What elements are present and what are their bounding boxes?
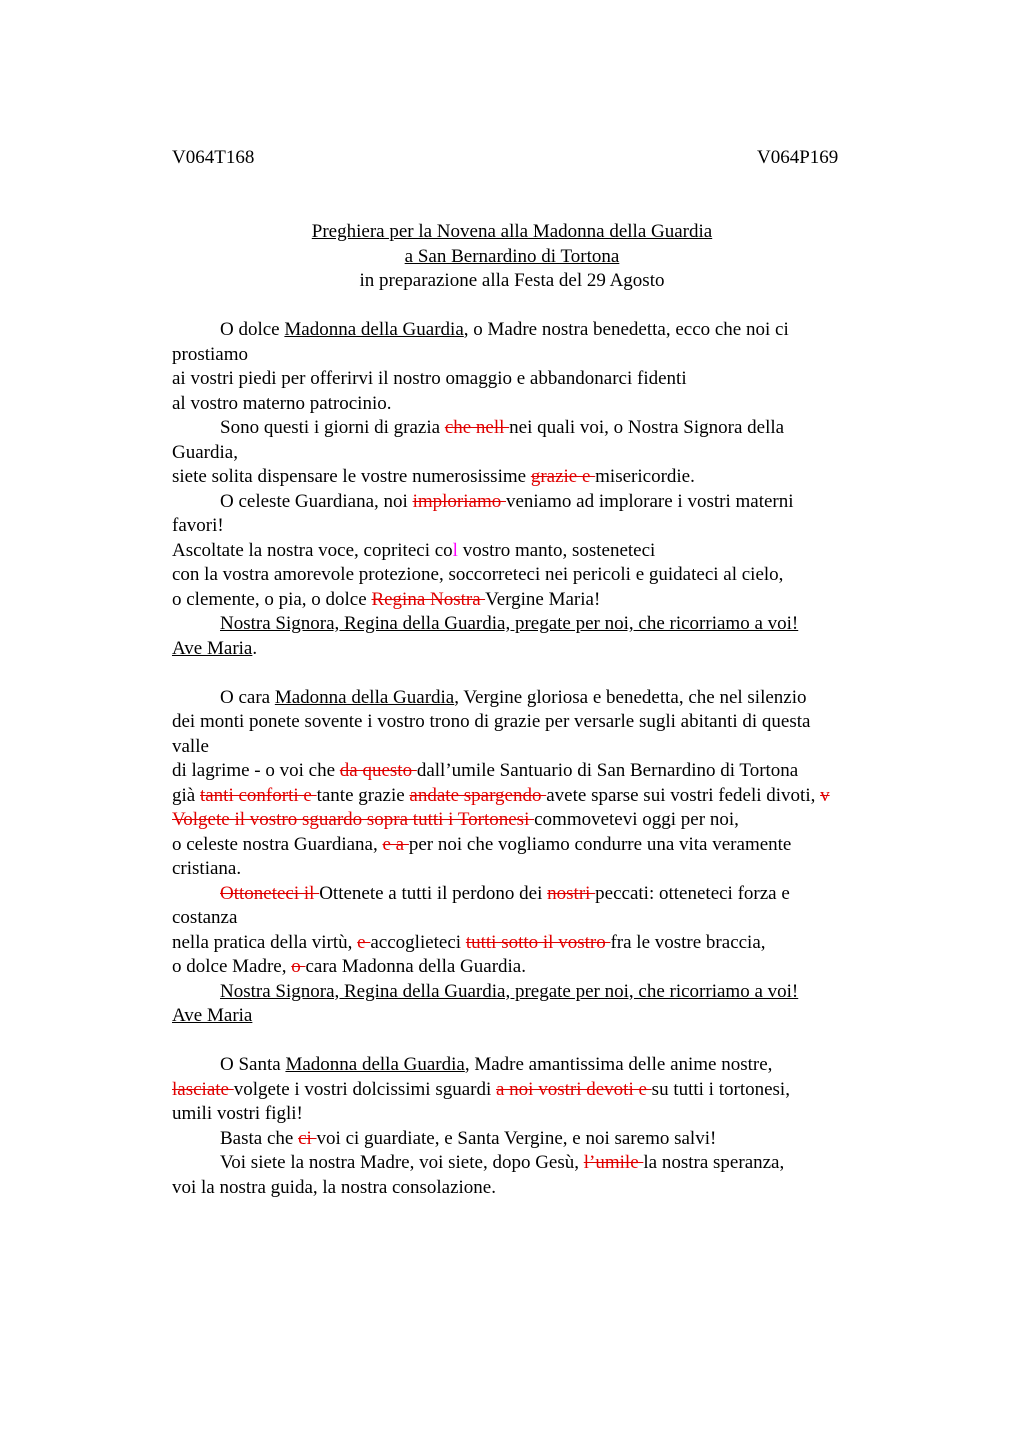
underlined-text: Ave Maria bbox=[172, 637, 253, 659]
text-segment: la nostra speranza, bbox=[643, 1152, 785, 1173]
text-segment: O Santa bbox=[220, 1054, 286, 1075]
text-segment: favori! bbox=[172, 515, 224, 536]
text-line bbox=[172, 955, 862, 980]
text-segment: , o Madre nostra benedetta, ecco che noi ci bbox=[463, 319, 789, 340]
text-line bbox=[172, 637, 862, 662]
text-segment: per noi che vogliamo condurre una vita veramente bbox=[408, 833, 792, 855]
title-line-3: in preparazione alla Festa del 29 Agosto bbox=[359, 270, 665, 291]
deleted-text: a noi vostri devoti e bbox=[496, 1078, 652, 1100]
deleted-text: tanti conforti e bbox=[199, 784, 317, 806]
deleted-text: nostri bbox=[547, 882, 596, 904]
text-segment: nella pratica della virtù, bbox=[172, 931, 358, 953]
text-line bbox=[172, 1151, 862, 1176]
text-segment: dall’umile Santuario di San Bernardino di Tortona bbox=[416, 760, 799, 781]
text-line bbox=[172, 735, 862, 760]
deleted-text: tutti sotto il vostro bbox=[465, 931, 611, 953]
text-line bbox=[172, 588, 862, 613]
document-code-right: V064P169 bbox=[757, 147, 839, 168]
paragraph-gap bbox=[172, 661, 862, 686]
text-line bbox=[172, 833, 862, 858]
title-text-2: a San Bernardino di Tortona bbox=[404, 245, 620, 267]
title-text-1: Preghiera per la Novena alla Madonna della Guardia bbox=[311, 221, 713, 242]
text-segment: siete solita dispensare le vostre numerosissime bbox=[172, 466, 531, 487]
text-line bbox=[172, 882, 862, 907]
text-segment: voi la nostra guida, la nostra consolazione. bbox=[172, 1176, 496, 1198]
text-segment: nei quali voi, o Nostra Signora della bbox=[509, 417, 785, 438]
text-segment: misericordie. bbox=[595, 466, 695, 487]
text-line bbox=[172, 980, 862, 1005]
text-segment: . bbox=[252, 637, 258, 659]
text-segment: tante grazie bbox=[316, 784, 410, 806]
text-segment: prostiamo bbox=[172, 343, 248, 365]
text-segment: volgete i vostri dolcissimi sguardi bbox=[233, 1078, 496, 1100]
deleted-text: lasciate bbox=[172, 1078, 234, 1100]
text-segment: accoglieteci bbox=[370, 931, 466, 953]
text-line bbox=[172, 441, 862, 466]
text-line bbox=[172, 710, 862, 735]
text-segment: Vergine Maria! bbox=[485, 588, 601, 610]
text-segment: di lagrime - o voi che bbox=[172, 760, 340, 781]
text-segment: O cara bbox=[220, 686, 275, 708]
deleted-text: Ottoneteci il bbox=[220, 882, 320, 904]
text-line bbox=[172, 490, 862, 515]
text-segment: al vostro materno patrocinio. bbox=[172, 392, 392, 414]
deleted-text: imploriamo bbox=[412, 490, 506, 512]
text-segment: ai vostri piedi per offerirvi il nostro omaggio e abbandonarci fidenti bbox=[172, 368, 687, 389]
text-segment: vostro manto, sosteneteci bbox=[457, 539, 656, 561]
text-line bbox=[172, 1127, 862, 1152]
text-line bbox=[172, 318, 862, 343]
deleted-text: grazie e bbox=[530, 466, 596, 487]
text-segment: cristiana. bbox=[172, 858, 242, 879]
text-line bbox=[172, 416, 862, 441]
text-line bbox=[172, 931, 862, 956]
deleted-text: l’umile bbox=[583, 1152, 644, 1173]
text-line bbox=[172, 1053, 862, 1078]
text-segment: Ascoltate la nostra voce, copriteci co bbox=[172, 539, 453, 561]
text-segment: commovetevi oggi per noi, bbox=[534, 809, 739, 830]
prayer-body bbox=[172, 318, 862, 1200]
text-segment: O dolce bbox=[220, 319, 285, 340]
text-segment: su tutti i tortonesi, bbox=[651, 1078, 790, 1100]
inserted-letter: l bbox=[452, 539, 458, 561]
text-line bbox=[172, 514, 862, 539]
text-line bbox=[172, 367, 862, 392]
deleted-text: v bbox=[820, 784, 830, 806]
text-line bbox=[172, 539, 862, 564]
text-segment: , Madre amantissima delle anime nostre, bbox=[464, 1054, 773, 1075]
underlined-text: Madonna della Guardia bbox=[274, 686, 455, 708]
document-code-left: V064T168 bbox=[172, 147, 255, 168]
text-segment: Ottenete a tutti il perdono dei bbox=[319, 882, 548, 904]
title-line-1 bbox=[0, 220, 1024, 245]
text-line bbox=[172, 392, 862, 417]
text-segment: valle bbox=[172, 735, 209, 757]
title-line-2 bbox=[0, 245, 1024, 270]
text-segment: cara Madonna della Guardia. bbox=[305, 956, 526, 977]
text-segment: costanza bbox=[172, 907, 238, 928]
text-segment: o dolce Madre, bbox=[172, 956, 292, 977]
text-segment: voi ci guardiate, e Santa Vergine, e noi saremo salvi! bbox=[316, 1127, 717, 1149]
text-segment: Sono questi i giorni di grazia bbox=[220, 417, 445, 438]
text-line bbox=[172, 1176, 862, 1201]
text-line bbox=[172, 1102, 862, 1127]
text-line bbox=[172, 1004, 862, 1029]
deleted-text: e bbox=[357, 931, 371, 953]
text-line bbox=[172, 784, 862, 809]
text-line bbox=[172, 906, 862, 931]
text-segment: fra le vostre braccia, bbox=[610, 931, 766, 953]
prayer-title bbox=[0, 220, 1024, 294]
text-segment: con la vostra amorevole protezione, soccorreteci nei pericoli e guidateci al cielo, bbox=[172, 564, 784, 585]
underlined-text: Nostra Signora, Regina della Guardia, pregate per noi, che ricorriamo a voi! bbox=[220, 980, 799, 1002]
underlined-text: Nostra Signora, Regina della Guardia, pregate per noi, che ricorriamo a voi! bbox=[220, 613, 799, 634]
text-line bbox=[172, 465, 862, 490]
deleted-text: andate spargendo bbox=[409, 784, 547, 806]
underlined-text: Madonna della Guardia bbox=[284, 319, 464, 340]
deleted-text: Regina Nostra bbox=[371, 588, 486, 610]
text-line bbox=[172, 343, 862, 368]
text-segment: Voi siete la nostra Madre, voi siete, dopo Gesù, bbox=[220, 1152, 584, 1173]
deleted-text: ci bbox=[298, 1127, 317, 1149]
text-segment: dei monti ponete sovente i vostro trono di grazie per versarle sugli abitanti di questa bbox=[172, 711, 811, 732]
text-segment: Basta che bbox=[220, 1127, 299, 1149]
text-segment: già bbox=[172, 784, 200, 806]
text-segment: veniamo ad implorare i vostri materni bbox=[505, 490, 794, 512]
deleted-text: che nell bbox=[444, 417, 510, 438]
paragraph-gap bbox=[172, 1029, 862, 1054]
text-line bbox=[172, 759, 862, 784]
deleted-text: Volgete il vostro sguardo sopra tutti i Tortonesi bbox=[172, 809, 535, 830]
text-line bbox=[172, 857, 862, 882]
text-line bbox=[172, 1078, 862, 1103]
text-line bbox=[172, 612, 862, 637]
deleted-text: da questo bbox=[339, 760, 417, 781]
text-segment: O celeste Guardiana, noi bbox=[220, 490, 413, 512]
underlined-text: Ave Maria bbox=[172, 1005, 253, 1026]
underlined-text: Madonna della Guardia bbox=[285, 1054, 465, 1075]
deleted-text: o bbox=[291, 956, 306, 977]
text-segment: Guardia, bbox=[172, 441, 238, 463]
text-line bbox=[172, 808, 862, 833]
text-line bbox=[172, 686, 862, 711]
text-segment: umili vostri figli! bbox=[172, 1103, 303, 1124]
text-segment: o clemente, o pia, o dolce bbox=[172, 588, 372, 610]
text-segment: o celeste nostra Guardiana, bbox=[172, 833, 383, 855]
text-segment: peccati: otteneteci forza e bbox=[595, 882, 790, 904]
deleted-text: e a bbox=[382, 833, 409, 855]
text-segment: avete sparse sui vostri fedeli divoti, bbox=[546, 784, 821, 806]
text-line bbox=[172, 563, 862, 588]
text-segment: , Vergine gloriosa e benedetta, che nel silenzio bbox=[454, 686, 807, 708]
